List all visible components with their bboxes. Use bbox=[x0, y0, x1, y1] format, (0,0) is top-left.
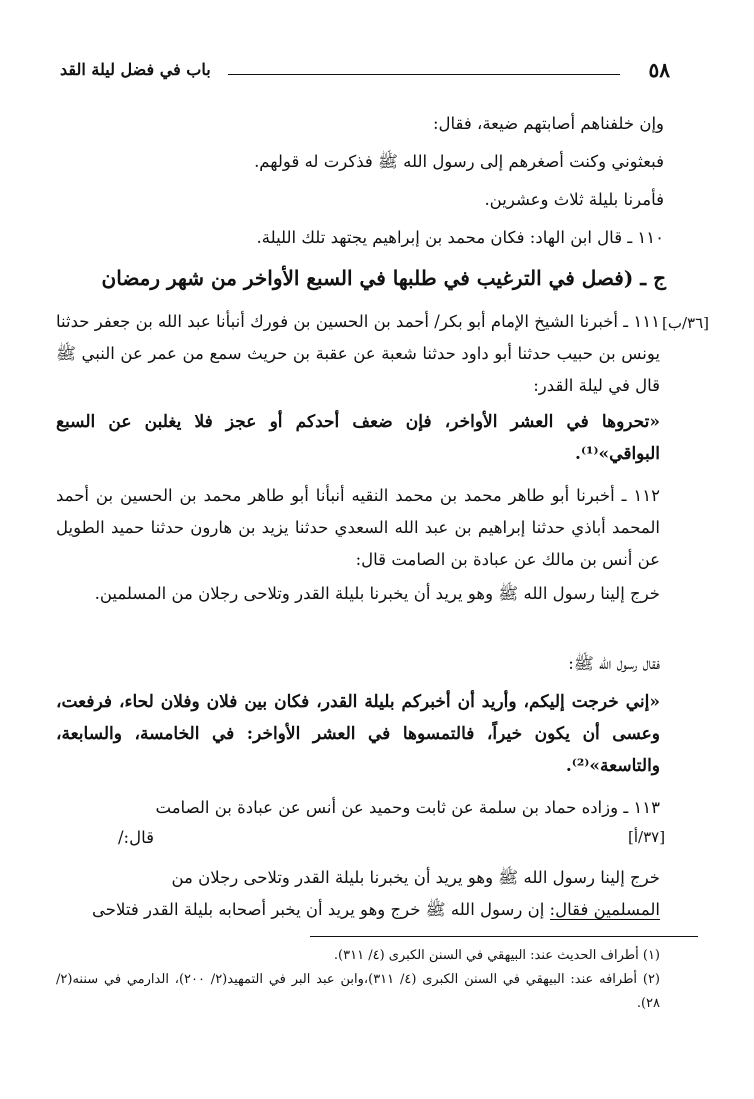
paragraph-12 bbox=[56, 862, 660, 926]
paragraph-3: فأمرنا بليلة ثلاث وعشرين. bbox=[484, 190, 664, 209]
paragraph-10-hadith: «إني خرجت إليكم، وأريد أن أخبركم بليلة القدر، فكان بين فلان وفلان لحاء، فرفعت، وعسى أن يكون خيراً، فالتمسوها في العشر الأواخر: في الخامسة، والسابعة، والتاسعة»⁽²⁾. bbox=[56, 692, 660, 776]
footnotes bbox=[56, 944, 660, 1016]
paragraph-12-line-1: خرج إلينا رسول الله ﷺ وهو يريد أن يخبرنا بليلة القدر وتلاحى رجلان من bbox=[171, 868, 660, 887]
paragraph-5: ١١١ ـ أخبرنا الشيخ الإمام أبو بكر/ أحمد بن الحسين بن فورك أنبأنا عبد الله بن جعفر حدثنا يونس بن حبيب حدثنا أبو داود حدثنا شعبة عن عقبة بن حريث سمع من عمر عن النبي ﷺ قال في ليلة القدر: bbox=[56, 312, 660, 395]
paragraph-12-underlined: المسلمين فقال: bbox=[549, 900, 660, 919]
paragraph-11-end: قال:/ bbox=[117, 828, 154, 847]
page-header bbox=[60, 58, 670, 88]
paragraph-12-rest: إن رسول الله ﷺ خرج وهو يريد أن يخبر أصحابه بليلة القدر فتلاحى bbox=[92, 900, 545, 919]
paragraph-7: ١١٢ ـ أخبرنا أبو طاهر محمد بن محمد النقيه أنبأنا أبو طاهر محمد بن الحسين بن أحمد المحمد أباذي حدثنا إبراهيم بن عبد الله السعدي حدثنا يزيد بن هارون حدثنا حميد الطويل عن أنس بن مالك عن عبادة بن الصامت قال: bbox=[56, 486, 660, 569]
header-rule bbox=[228, 74, 620, 75]
running-title: باب في فضل ليلة القد bbox=[60, 60, 211, 79]
paragraph-1: وإن خلفناهم أصابتهم ضيعة، فقال: bbox=[432, 114, 664, 133]
margin-reference-1: [٣٦/ب] bbox=[662, 314, 710, 332]
paragraph-8: خرج إلينا رسول الله ﷺ وهو يريد أن يخبرنا بليلة القدر وتلاحى رجلان من المسلمين. bbox=[94, 584, 660, 603]
page-number: ٥٨ bbox=[648, 58, 670, 82]
paragraph-12-line-2 bbox=[56, 894, 660, 926]
footnote-1: (١) أطراف الحديث عند: البيهقي في السنن الكبرى (٤/ ٣١١). bbox=[333, 948, 660, 963]
section-heading: ج ـ (فصل في الترغيب في طلبها في السبع الأواخر من شهر رمضان bbox=[101, 266, 666, 290]
footnote-2: (٢) أطرافه عند: البيهقي في السنن الكبرى (٤/ ٣١١)،وابن عبد البر في التمهيد(٢/ ٢٠٠)، الدارمي في سننه(٢/ ٢٨). bbox=[56, 972, 660, 1011]
paragraph-9: فقال رسول الله ﷺ: bbox=[568, 654, 660, 673]
paragraph-4: ١١٠ ـ قال ابن الهاد: فكان محمد بن إبراهيم يجتهد تلك الليلة. bbox=[256, 228, 664, 247]
paragraph-11: ١١٣ ـ وزاده حماد بن سلمة عن ثابت وحميد عن أنس عن عبادة بن الصامت bbox=[155, 798, 660, 817]
footnote-rule bbox=[310, 936, 698, 937]
paragraph-2: فبعثوني وكنت أصغرهم إلى رسول الله ﷺ فذكرت له قولهم. bbox=[254, 152, 664, 171]
margin-reference-2: [٣٧/أ] bbox=[628, 828, 666, 846]
paragraph-6-hadith: «تحروها في العشر الأواخر، فإن ضعف أحدكم أو عجز فلا يغلبن عن السبع البواقي»⁽¹⁾. bbox=[56, 412, 660, 464]
